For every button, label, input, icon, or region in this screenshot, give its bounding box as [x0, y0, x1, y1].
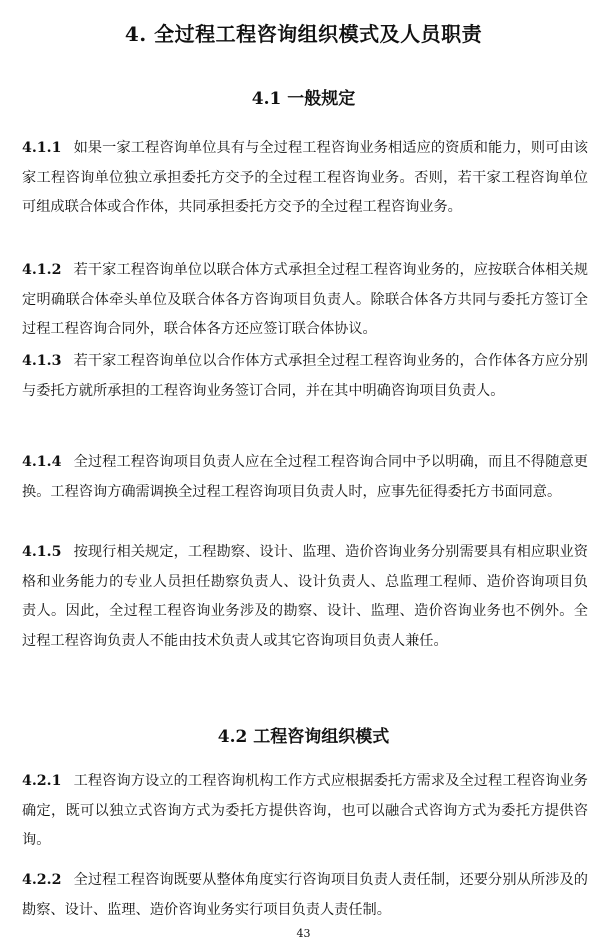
- clause-4-1-5: [22, 538, 588, 656]
- clause-number: 4.2.2: [22, 872, 62, 888]
- clause-number: 4.1.2: [22, 262, 62, 278]
- section-title-4-1: 4.1 一般规定: [251, 89, 356, 109]
- clause-text: 工程咨询方设立的工程咨询机构工作方式应根据委托方需求及全过程工程咨询业务确定，既可以独立式咨询方式为委托方提供咨询，也可以融合式咨询方式为委托方提供咨询。: [22, 773, 588, 848]
- clause-4-2-2: [22, 866, 588, 925]
- clause-text: 若干家工程咨询单位以联合体方式承担全过程工程咨询业务的，应按联合体相关规定明确联合体牵头单位及联合体各方咨询项目负责人。除联合体各方共同与委托方签订全过程工程咨询合同外，联合体各方还应签订联合体协议。: [22, 262, 588, 337]
- clause-4-1-3: [22, 347, 588, 406]
- section-title-4-2: 4.2 工程咨询组织模式: [217, 727, 390, 747]
- clause-number: 4.1.4: [22, 454, 62, 470]
- clause-4-1-4: [22, 448, 588, 507]
- clause-number: 4.1.5: [22, 544, 62, 560]
- clause-text: 若干家工程咨询单位以合作体方式承担全过程工程咨询业务的，合作体各方应分别与委托方就所承担的工程咨询业务签订合同，并在其中明确咨询项目负责人。: [22, 353, 588, 399]
- clause-4-2-1: [22, 767, 588, 856]
- page-number: 43: [296, 927, 311, 940]
- clause-number: 4.1.1: [22, 140, 62, 156]
- clause-text: 全过程工程咨询项目负责人应在全过程工程咨询合同中予以明确，而且不得随意更换。工程咨询方确需调换全过程工程咨询项目负责人时，应事先征得委托方书面同意。: [22, 454, 588, 500]
- clause-text: 如果一家工程咨询单位具有与全过程工程咨询业务相适应的资质和能力，则可由该家工程咨询单位独立承担委托方交予的全过程工程咨询业务。否则，若干家工程咨询单位可组成联合体或合作体，共同承担委托方交予的全过程工程咨询业务。: [22, 140, 588, 215]
- clause-text: 全过程工程咨询既要从整体角度实行咨询项目负责人责任制，还要分别从所涉及的勘察、设计、监理、造价咨询业务实行项目负责人责任制。: [22, 872, 588, 918]
- clause-number: 4.2.1: [22, 773, 62, 789]
- clause-4-1-2: [22, 256, 588, 345]
- chapter-title: 4. 全过程工程咨询组织模式及人员职责: [124, 22, 483, 46]
- clause-number: 4.1.3: [22, 353, 62, 369]
- clause-text: 按现行相关规定，工程勘察、设计、监理、造价咨询业务分别需要具有相应职业资格和业务能力的专业人员担任勘察负责人、设计负责人、总监理工程师、造价咨询项目负责人。因此，全过程工程咨询业务涉及的勘察、设计、监理、造价咨询业务也不例外。全过程工程咨询负责人不能由技术负责人或其它咨询项目负责人兼任。: [22, 544, 588, 649]
- clause-4-1-1: [22, 134, 588, 223]
